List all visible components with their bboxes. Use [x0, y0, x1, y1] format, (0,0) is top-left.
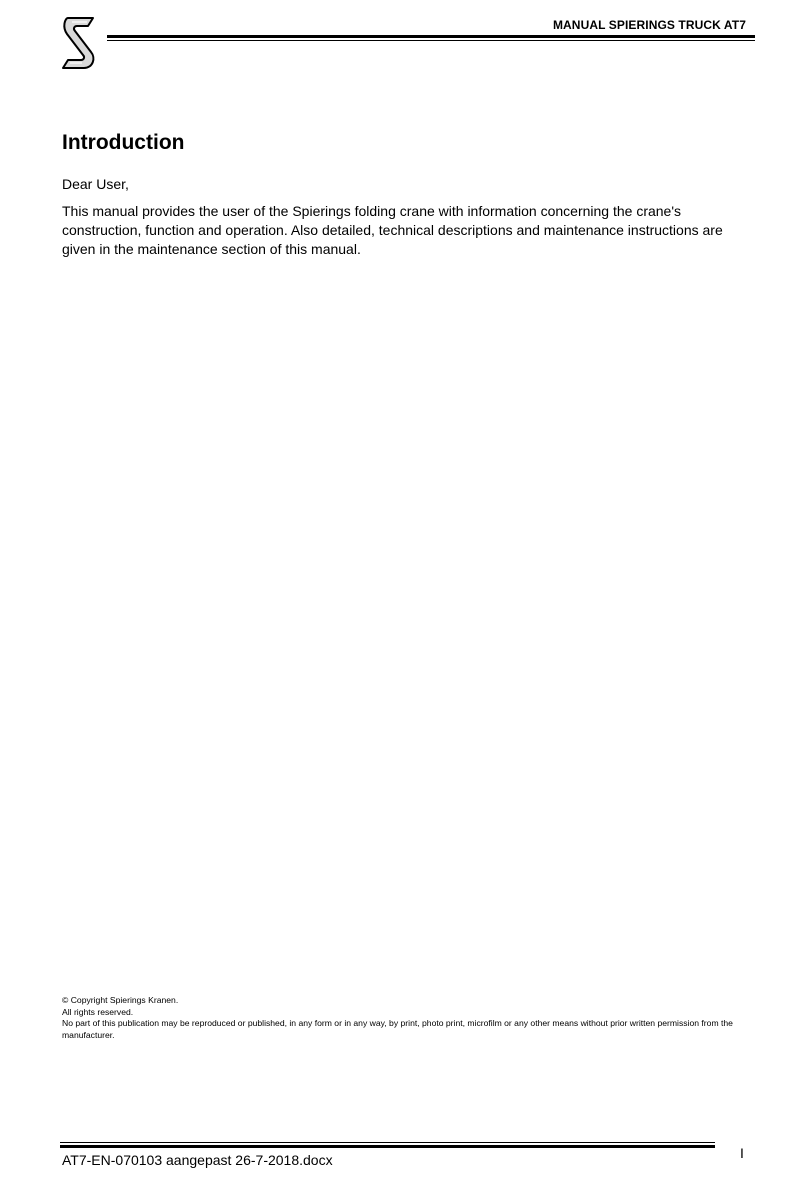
rights-reserved-line: All rights reserved.: [62, 1006, 134, 1017]
header-rule-thin: [107, 40, 755, 41]
footer-rule-thin: [60, 1142, 715, 1143]
intro-paragraph: This manual provides the user of the Spierings folding crane with information concerning the crane's construction, function and operation. Also detailed, technical descriptions and maintenance instructions are given in the maintenance section of this manual.: [62, 203, 723, 257]
copyright-notice: [62, 995, 752, 1041]
header-title: MANUAL SPIERINGS TRUCK AT7: [552, 18, 746, 32]
footer-rule: [60, 1145, 715, 1148]
footer-filename: AT7-EN-070103 aangepast 26-7-2018.docx: [62, 1152, 333, 1168]
page-number: I: [740, 1145, 744, 1161]
reproduction-notice: No part of this publication may be reproduced or published, in any form or in any way, by print, photo print, microfilm or any other means without prior written permission from the manufacturer.: [62, 1018, 733, 1040]
salutation: Dear User,: [62, 176, 129, 192]
header-rule: [107, 35, 755, 38]
page-title: Introduction: [62, 131, 185, 154]
spierings-logo-icon: [60, 16, 98, 70]
copyright-line: © Copyright Spierings Kranen.: [62, 995, 179, 1005]
